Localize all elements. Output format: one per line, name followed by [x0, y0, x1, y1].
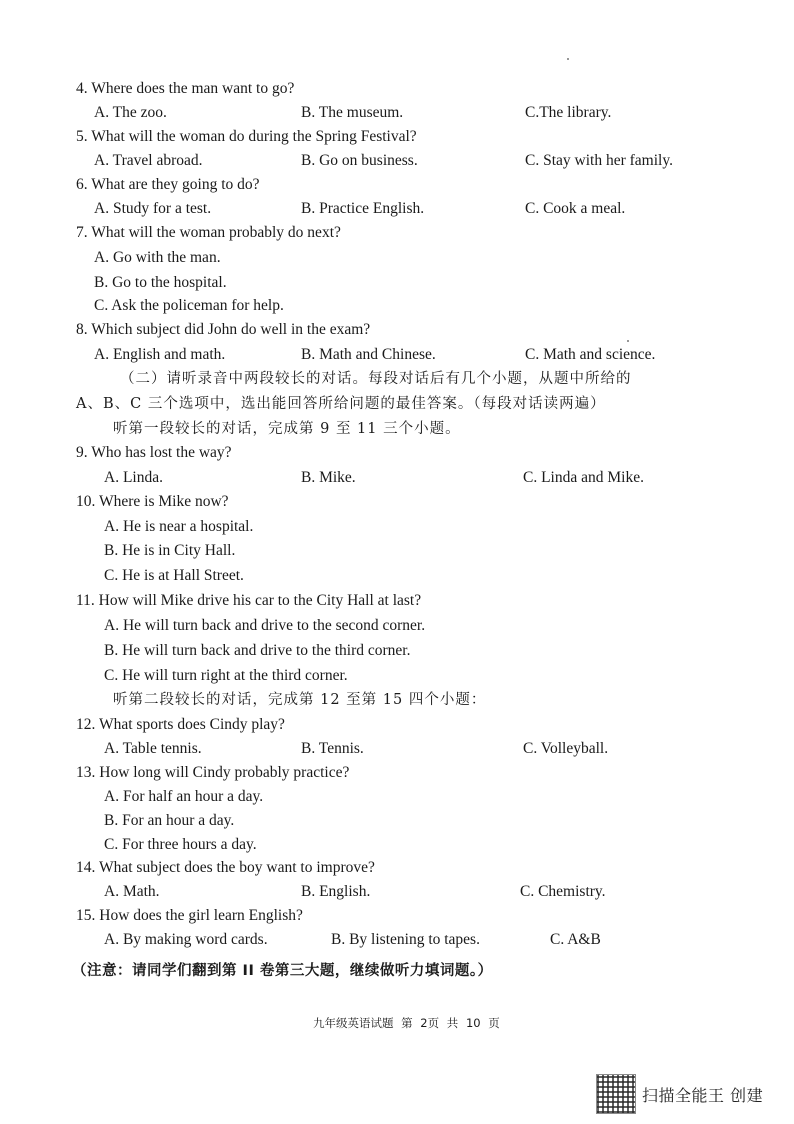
question-13-stem: 13. How long will Cindy probably practice? [76, 764, 350, 781]
question-7-option-b: B. Go to the hospital. [94, 274, 227, 291]
question-8-option-c: C. Math and science. [525, 346, 656, 363]
question-12-stem: 12. What sports does Cindy play? [76, 716, 285, 733]
section-2-instruction-line-1: （二）请听录音中两段较长的对话。每段对话后有几个小题，从题中所给的 [120, 371, 632, 387]
question-13-option-a: A. For half an hour a day. [104, 788, 264, 805]
question-11-option-b: B. He will turn back and drive to the third corner. [104, 642, 411, 659]
question-13-option-c: C. For three hours a day. [104, 836, 257, 853]
question-12-option-a: A. Table tennis. [104, 740, 202, 757]
question-10-option-c: C. He is at Hall Street. [104, 567, 244, 584]
question-13-option-b: B. For an hour a day. [104, 812, 235, 829]
question-10-stem: 10. Where is Mike now? [76, 493, 229, 510]
section-2-instruction-line-2: A、B、C 三个选项中，选出能回答所给问题的最佳答案。（每段对话读两遍） [76, 396, 606, 412]
scan-speck [567, 58, 569, 60]
question-7-option-a: A. Go with the man. [94, 249, 221, 266]
question-6-option-b: B. Practice English. [301, 200, 425, 217]
scan-speck [627, 340, 629, 342]
question-10-option-b: B. He is in City Hall. [104, 542, 236, 559]
question-9-option-a: A. Linda. [104, 469, 163, 486]
listening-note: （注意：请同学们翻到第 II 卷第三大题，继续做听力填词题。） [72, 963, 493, 979]
scanner-watermark [596, 1074, 763, 1114]
question-12-option-b: B. Tennis. [301, 740, 364, 757]
question-15-option-b: B. By listening to tapes. [331, 931, 480, 948]
question-7-stem: 7. What will the woman probably do next? [76, 224, 341, 241]
question-14-option-b: B. English. [301, 883, 371, 900]
question-15-option-c: C. A&B [550, 931, 601, 948]
question-15-stem: 15. How does the girl learn English? [76, 907, 303, 924]
question-8-option-a: A. English and math. [94, 346, 226, 363]
question-5-option-b: B. Go on business. [301, 152, 418, 169]
question-11-option-c: C. He will turn right at the third corner. [104, 667, 348, 684]
question-8-option-b: B. Math and Chinese. [301, 346, 436, 363]
question-10-option-a: A. He is near a hospital. [104, 518, 254, 535]
question-14-option-c: C. Chemistry. [520, 883, 606, 900]
question-6-option-c: C. Cook a meal. [525, 200, 626, 217]
watermark-text: 扫描全能王 创建 [642, 1085, 764, 1105]
page-footer: 九年级英语试题 第 2页 共 10 页 [313, 1016, 500, 1030]
question-6-stem: 6. What are they going to do? [76, 176, 260, 193]
question-4-stem: 4. Where does the man want to go? [76, 80, 295, 97]
question-9-stem: 9. Who has lost the way? [76, 444, 232, 461]
question-6-option-a: A. Study for a test. [94, 200, 212, 217]
question-4-option-b: B. The museum. [301, 104, 404, 121]
question-4-option-c: C.The library. [525, 104, 612, 121]
question-9-option-b: B. Mike. [301, 469, 356, 486]
question-4-option-a: A. The zoo. [94, 104, 167, 121]
question-7-option-c: C. Ask the policeman for help. [94, 297, 284, 314]
question-14-option-a: A. Math. [104, 883, 160, 900]
question-5-stem: 5. What will the woman do during the Spring Festival? [76, 128, 417, 145]
question-9-option-c: C. Linda and Mike. [523, 469, 644, 486]
question-8-stem: 8. Which subject did John do well in the exam? [76, 321, 371, 338]
question-5-option-a: A. Travel abroad. [94, 152, 203, 169]
dialog-1-instruction: 听第一段较长的对话，完成第 9 至 11 三个小题。 [113, 421, 461, 437]
question-5-option-c: C. Stay with her family. [525, 152, 673, 169]
question-11-option-a: A. He will turn back and drive to the second corner. [104, 617, 426, 634]
qr-code-icon [596, 1074, 636, 1114]
dialog-2-instruction: 听第二段较长的对话，完成第 12 至第 15 四个小题： [113, 692, 487, 708]
question-15-option-a: A. By making word cards. [104, 931, 268, 948]
question-14-stem: 14. What subject does the boy want to improve? [76, 859, 375, 876]
question-11-stem: 11. How will Mike drive his car to the City Hall at last? [76, 592, 422, 609]
question-12-option-c: C. Volleyball. [523, 740, 609, 757]
